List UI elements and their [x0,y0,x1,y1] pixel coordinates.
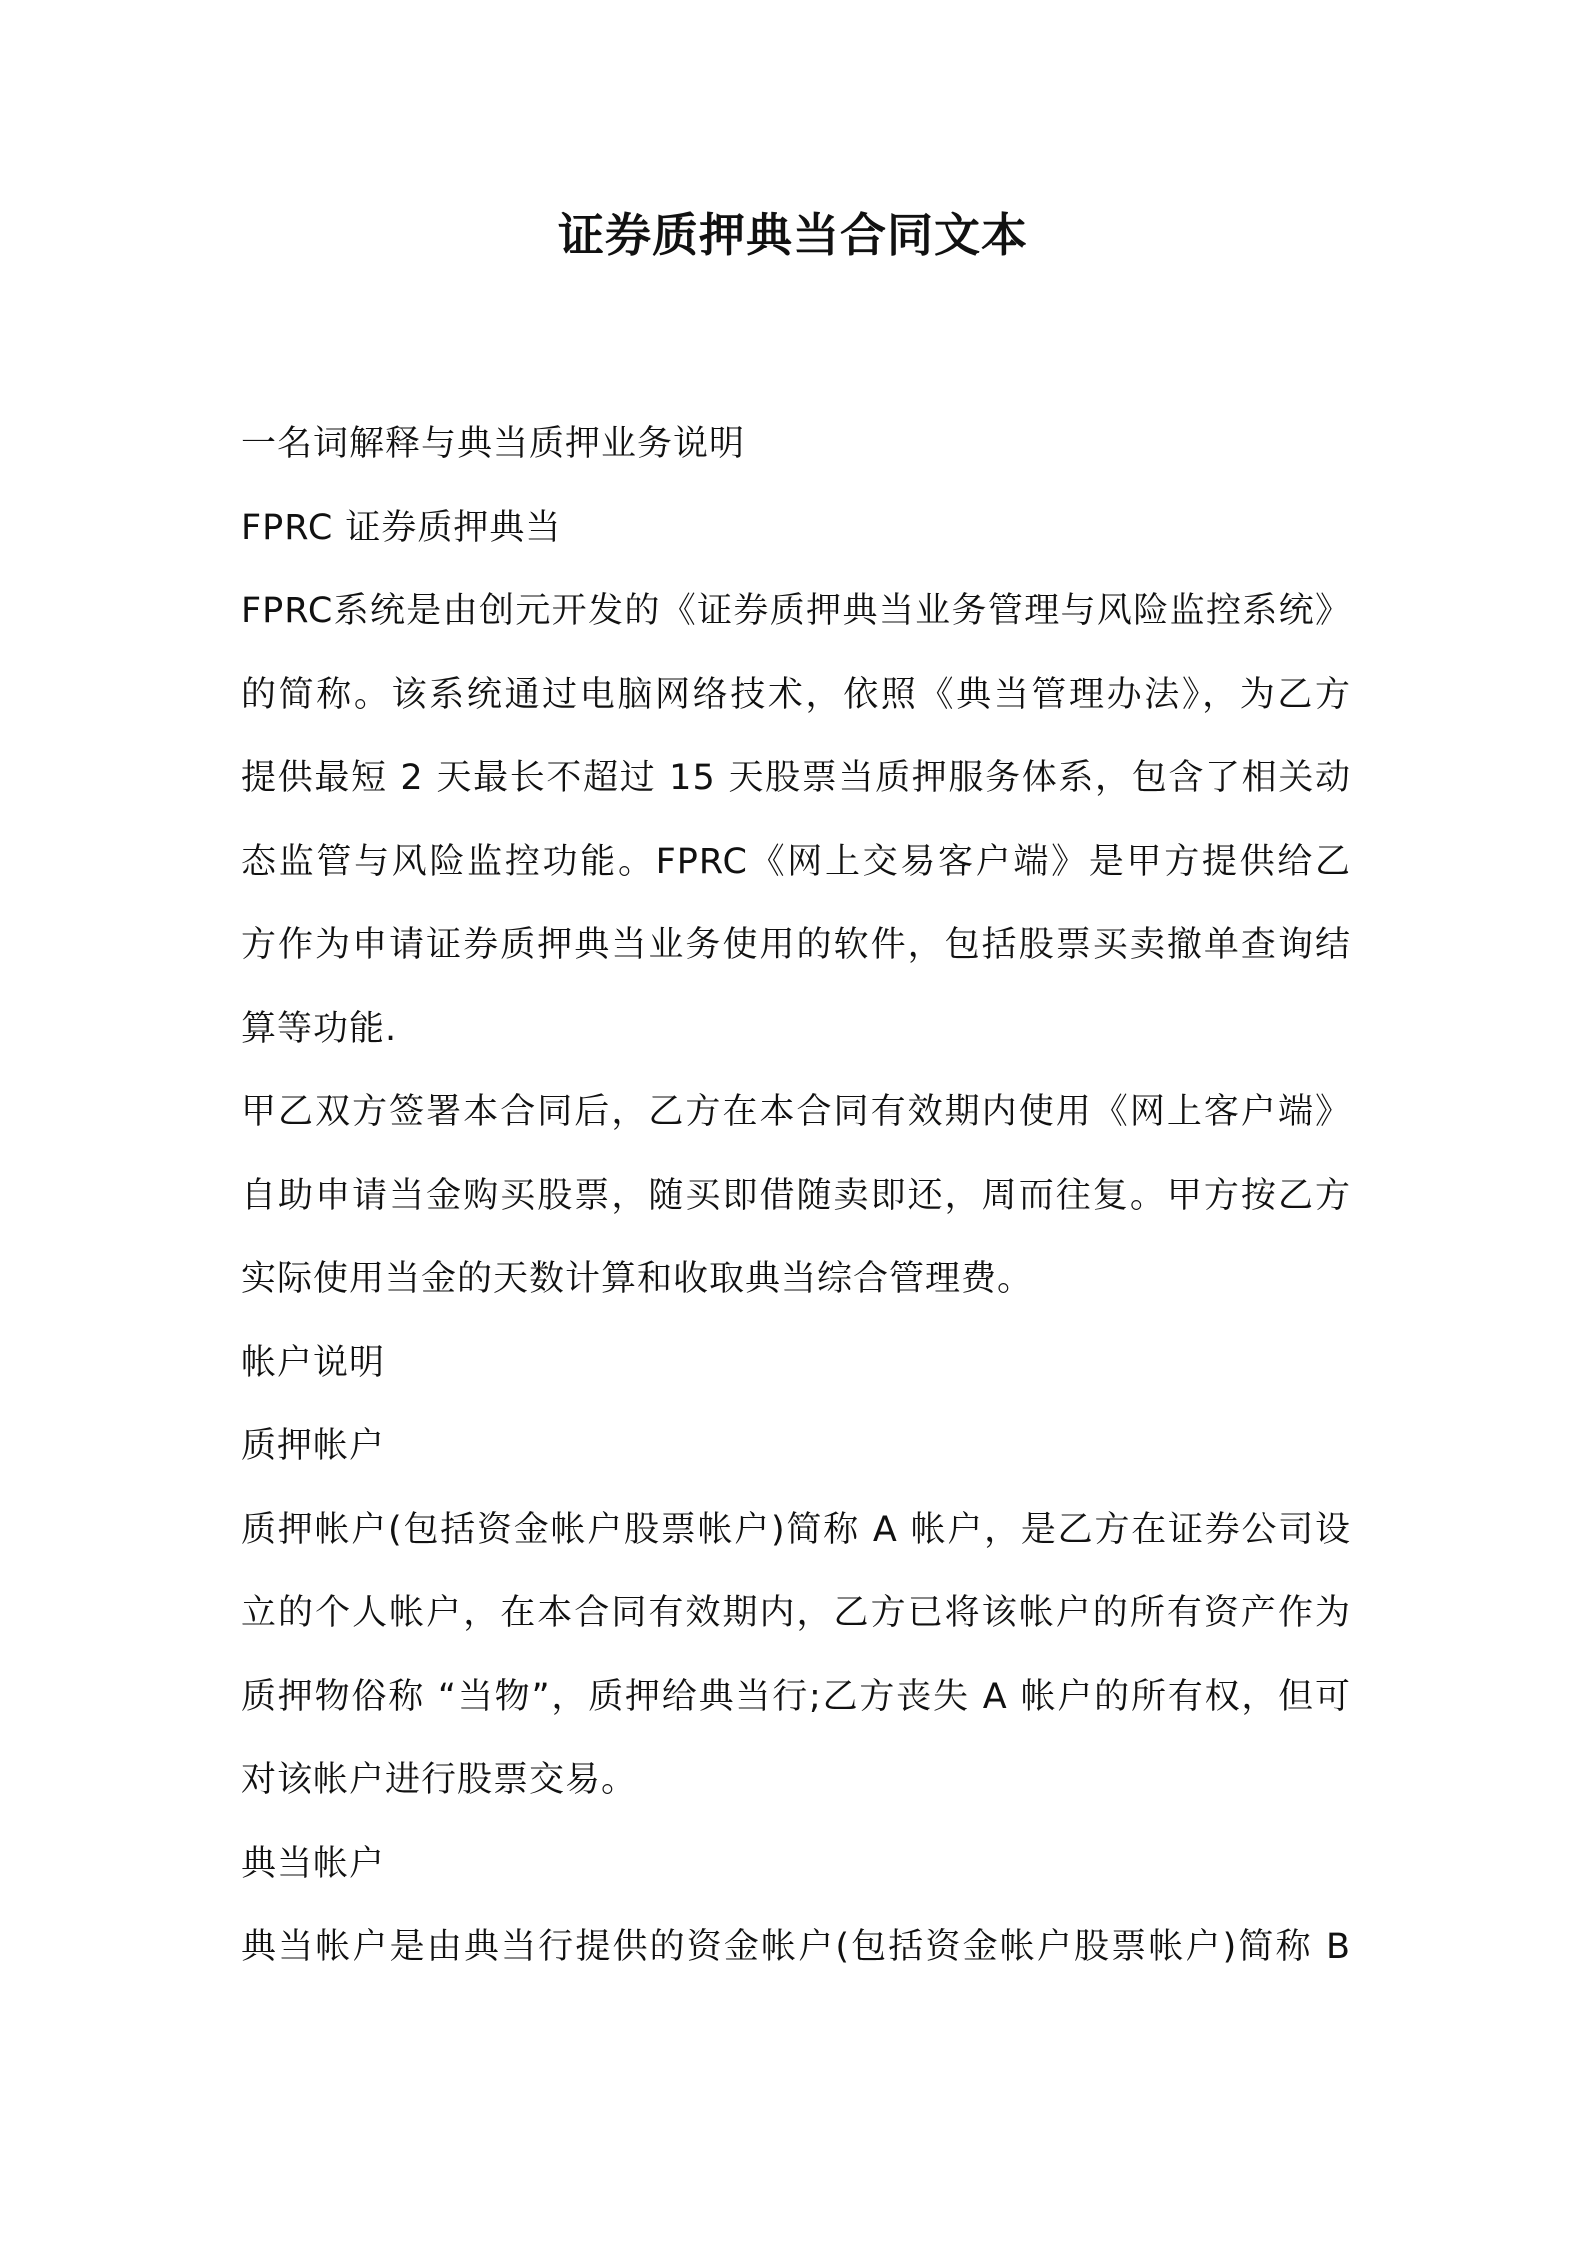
document-body [241,403,1351,1990]
paragraph-line: 甲乙双方签署本合同后，乙方在本合同有效期内使用《网上客户端》 [241,1092,1351,1132]
paragraph-line: 对该帐户进行股票交易。 [241,1760,638,1800]
document-title: 证券质押典当合同文本 [558,208,1028,262]
paragraph-line: 提供最短 2 天最长不超过 15 天股票当质押服务体系，包含了相关动 [241,758,1351,798]
paragraph-line: 质押帐户(包括资金帐户股票帐户)简称 A 帐户，是乙方在证券公司设 [241,1509,1351,1550]
paragraph-line: 自助申请当金购买股票，随买即借随卖即还，周而往复。甲方按乙方 [241,1175,1351,1216]
paragraph-line: 的简称。该系统通过电脑网络技术，依照《典当管理办法》，为乙方 [241,674,1351,715]
paragraph-line: 典当帐户是由典当行提供的资金帐户(包括资金帐户股票帐户)简称 B [241,1927,1351,1967]
paragraph-line: 立的个人帐户，在本合同有效期内，乙方已将该帐户的所有资产作为 [241,1593,1351,1633]
subsection-heading: FPRC 证券质押典当 [241,507,562,548]
paragraph-line: FPRC系统是由创元开发的《证券质押典当业务管理与风险监控系统》 [241,591,1351,631]
paragraph-line: 态监管与风险监控功能。FPRC《网上交易客户端》是甲方提供给乙 [241,841,1351,882]
subsection-heading: 质押帐户 [241,1426,386,1466]
section-heading: 帐户说明 [241,1342,386,1383]
paragraph-line: 算等功能. [241,1008,398,1049]
subsection-heading: 典当帐户 [241,1843,386,1884]
paragraph-line: 实际使用当金的天数计算和收取典当综合管理费。 [241,1259,1034,1299]
section-heading: 一名词解释与典当质押业务说明 [241,424,746,464]
paragraph-line: 质押物俗称 “当物”，质押给典当行;乙方丧失 A 帐户的所有权，但可 [241,1676,1351,1717]
paragraph-line: 方作为申请证券质押典当业务使用的软件，包括股票买卖撤单查询结 [241,925,1351,965]
